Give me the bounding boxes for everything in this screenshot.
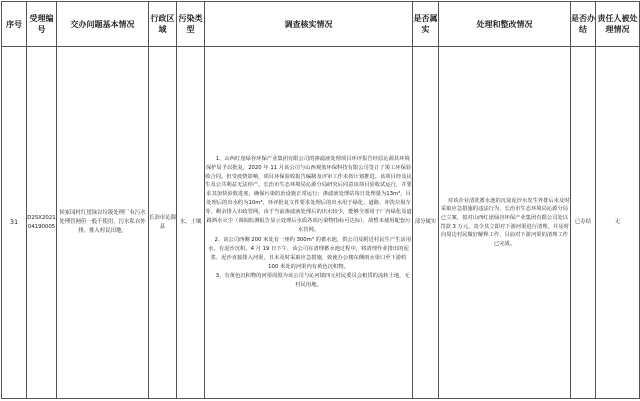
- header-investigation: 调查核实情况: [205, 2, 413, 47]
- inspection-table: [1, 1, 640, 399]
- header-verified: 是否属实: [413, 2, 439, 47]
- cell-complaint: 侯家园村红崖绿谷垃圾处理厂有污水处理管网但一般不使用，污水私自外排，排入村民田地。: [57, 47, 149, 399]
- header-rectification: 处理和整改情况: [439, 2, 571, 47]
- header-seq: 序号: [2, 2, 27, 47]
- cell-verified: 部分属实: [413, 47, 439, 399]
- cell-investigation: [205, 47, 413, 399]
- table-row: [2, 47, 640, 399]
- header-row: [2, 2, 640, 47]
- cell-pollution: 水，土壤: [177, 47, 205, 399]
- cell-case-no: D2SX202104190005: [27, 47, 57, 399]
- cell-closed: 已办结: [571, 47, 596, 399]
- header-region: 行政区域: [149, 2, 177, 47]
- header-closed: 是否办结: [571, 2, 596, 47]
- header-case-no: 受理编号: [27, 2, 57, 47]
- cell-rectification: [439, 47, 571, 399]
- rectification-text: 对该企业清洗蓄水池的沉淀泥沙水发生外排后未及时采取应急措施的违法行为，长治市生态环境局沁源分局已立案，拟对山西红崖绿谷环保产业集团有限公司处以罚款 3 万元，责令其立即对下游河渠进行清理，并及时向周边村民做好解释工作，目前对下游河渠的清理工作已完成。: [440, 197, 570, 247]
- cell-seq: 31: [2, 47, 27, 399]
- cell-responsible: 无: [596, 47, 640, 399]
- header-responsible: 责任人被处理情况: [596, 2, 640, 47]
- cell-region: 长治市沁源县: [149, 47, 177, 399]
- investigation-item-2: 2、该公司西侧 200 米处有一座约 300m³ 的蓄水池，供公司及附近村民生产生活用水，有泥沙沉积。4 月 19 日下午，该公司在清理蓄水池过程中，将清理作业排出的泥浆、泥沙直接排入河渠，且未及时采取应急措施，致使办公楼东侧雨水渠口至下游约 100 米处的河渠内有黄色沉积物。: [208, 236, 411, 270]
- header-complaint: 交办问题基本情况: [57, 2, 149, 47]
- header-pollution: 污染类型: [177, 2, 205, 47]
- investigation-item-1: 1、山西红崖绿谷环保产业集团有限公司的渗滤液处理项目环评报告经原沁源县环境保护局予以批复，2020 年 11 月该公司与山西观蓝环保科技有限公司签订了竣工环保验收合同。但受疫情影响，项目环保验收报告编制及评审工作未按计划推进。该项目经及民生及公共利益无法停产，长治市生态环境局沁源分局研究后同意该项目验收试运行，并要求其加快验收进度，确保污染防治设施正常运行；渗滤液处理站每日处理量为13m³，目处理后的出水约为10m³，环评批复文件要求处理后的出水用于绿化、道路、冲洗垃圾车等，剩余排入市政管网。由于当前渗滤液处理后的出水较少，能够全部用于厂内绿化及道路洒水灭尘（调阅监测报告显示处理后水质各项污染物指标可达标），故暂未使用配套污水管网。: [205, 155, 412, 233]
- investigation-item-3: 3、有黄色沉积物的河渠周围为该公司与沁河镇四元村民委员会租赁的流转土地，无村民用地。: [215, 273, 410, 289]
